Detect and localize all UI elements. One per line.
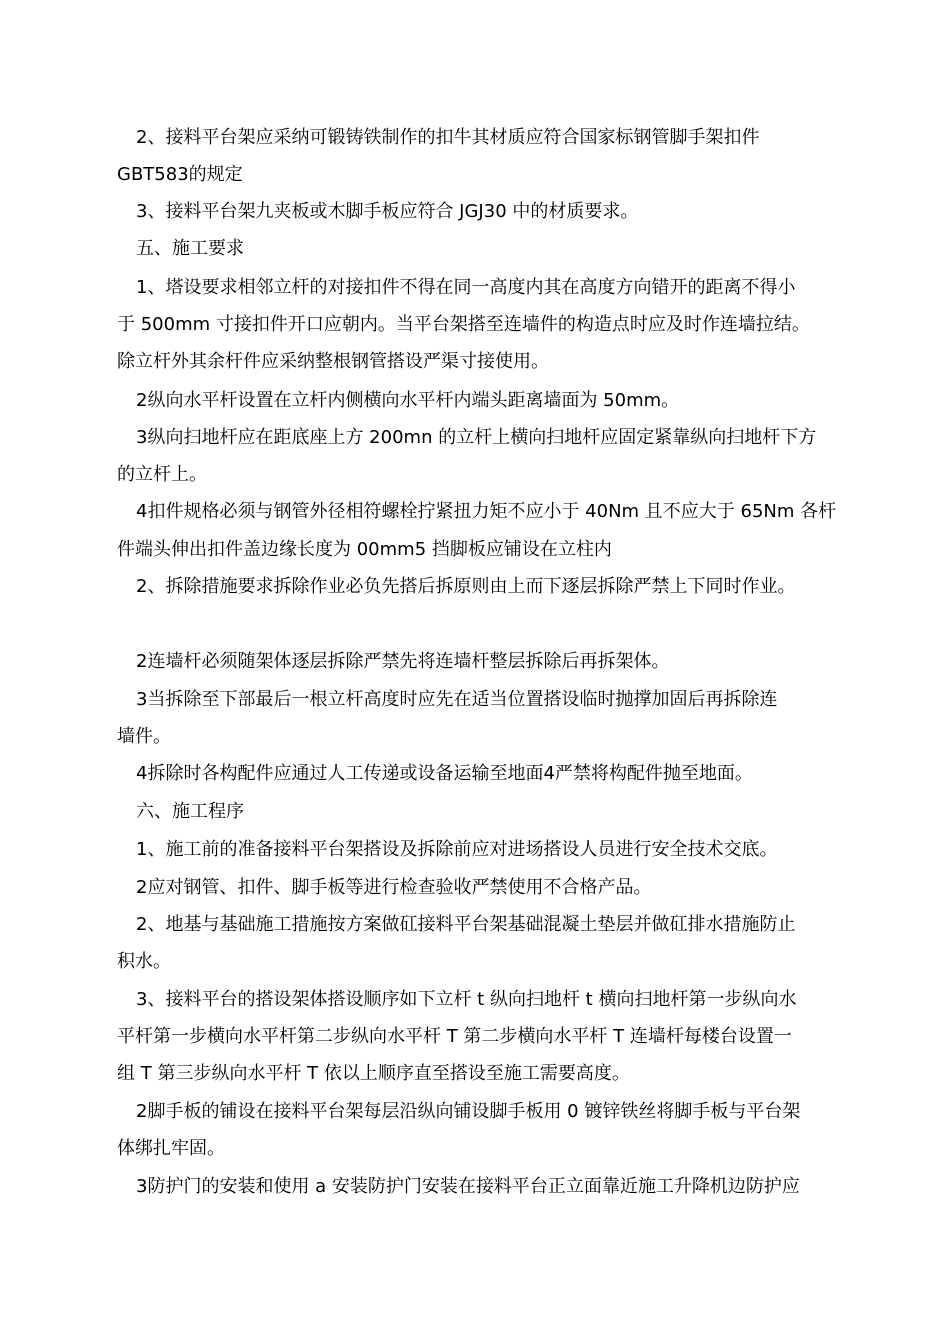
text-line: 平杆第一步横向水平杆第二步纵向水平杆 T 第二步横向水平杆 T 连墙杆每楼台设置一 xyxy=(117,1026,792,1047)
text-line: 2、接料平台架应采纳可锻铸铁制作的扣牛其材质应符合国家标钢管脚手架扣件 xyxy=(136,127,760,148)
text-line: 2脚手板的铺设在接料平台架每层沿纵向铺设脚手板用 0 镀锌铁丝将脚手板与平台架 xyxy=(136,1101,801,1122)
text-line: 件端头伸出扣件盖边缘长度为 00mm5 挡脚板应铺设在立柱内 xyxy=(117,539,612,560)
text-line: 2、拆除措施要求拆除作业必负先搭后拆原则由上而下逐层拆除严禁上下同时作业。 xyxy=(136,576,796,597)
text-line: 4拆除时各构配件应通过人工传递或设备运输至地面4严禁将构配件抛至地面。 xyxy=(136,763,753,784)
text-line: 2纵向水平杆设置在立杆内侧横向水平杆内端头距离墙面为 50mm。 xyxy=(136,390,680,411)
text-line: GBT583的规定 xyxy=(117,164,243,185)
section-heading: 五、施工要求 xyxy=(136,238,244,259)
text-line: 1、塔设要求相邻立杆的对接扣件不得在同一高度内其在高度方向错开的距离不得小 xyxy=(136,277,796,298)
text-line: 2、地基与基础施工措施按方案做矼接料平台架基础混凝土垫层并做矼排水措施防止 xyxy=(136,914,796,935)
text-line: 组 T 第三步纵向水平杆 T 依以上顺序直至搭设至施工需要高度。 xyxy=(117,1063,630,1084)
text-line: 3、接料平台的搭设架体搭设顺序如下立杆 t 纵向扫地杆 t 横向扫地杆第一步纵向水 xyxy=(136,989,797,1010)
text-line: 3当拆除至下部最后一根立杆高度时应先在适当位置搭设临时抛撑加固后再拆除连 xyxy=(136,689,778,710)
text-line: 3纵向扫地杆应在距底座上方 200mn 的立杆上横向扫地杆应固定紧靠纵向扫地杆下方 xyxy=(136,427,817,448)
text-line: 体绑扎牢固。 xyxy=(117,1138,225,1159)
text-line: 的立杆上。 xyxy=(117,464,207,485)
text-line: 4扣件规格必须与钢管外径相符螺栓拧紧扭力矩不应小于 40Nm 且不应大于 65Nm 各杆 xyxy=(136,501,837,522)
text-line: 2连墙杆必须随架体逐层拆除严禁先将连墙杆整层拆除后再拆架体。 xyxy=(136,651,670,672)
text-line: 墙件。 xyxy=(117,726,171,747)
section-heading: 六、施工程序 xyxy=(136,801,244,822)
text-line: 3防护门的安装和使用 a 安装防护门安装在接料平台正立面靠近施工升降机边防护应 xyxy=(136,1176,800,1197)
text-line: 积水。 xyxy=(117,951,171,972)
text-line: 2应对钢管、扣件、脚手板等进行检查验收严禁使用不合格产品。 xyxy=(136,877,652,898)
text-line: 除立杆外其余杆件应采纳整根钢管搭设严渠寸接使用。 xyxy=(117,351,549,372)
text-line: 于 500mm 寸接扣件开口应朝内。当平台架搭至连墙件的构造点时应及时作连墙拉结。 xyxy=(117,314,810,335)
text-line: 3、接料平台架九夹板或木脚手板应符合 JGJ30 中的材质要求。 xyxy=(136,201,639,222)
text-line: 1、施工前的准备接料平台架搭设及拆除前应对进场搭设人员进行安全技术交底。 xyxy=(136,839,778,860)
